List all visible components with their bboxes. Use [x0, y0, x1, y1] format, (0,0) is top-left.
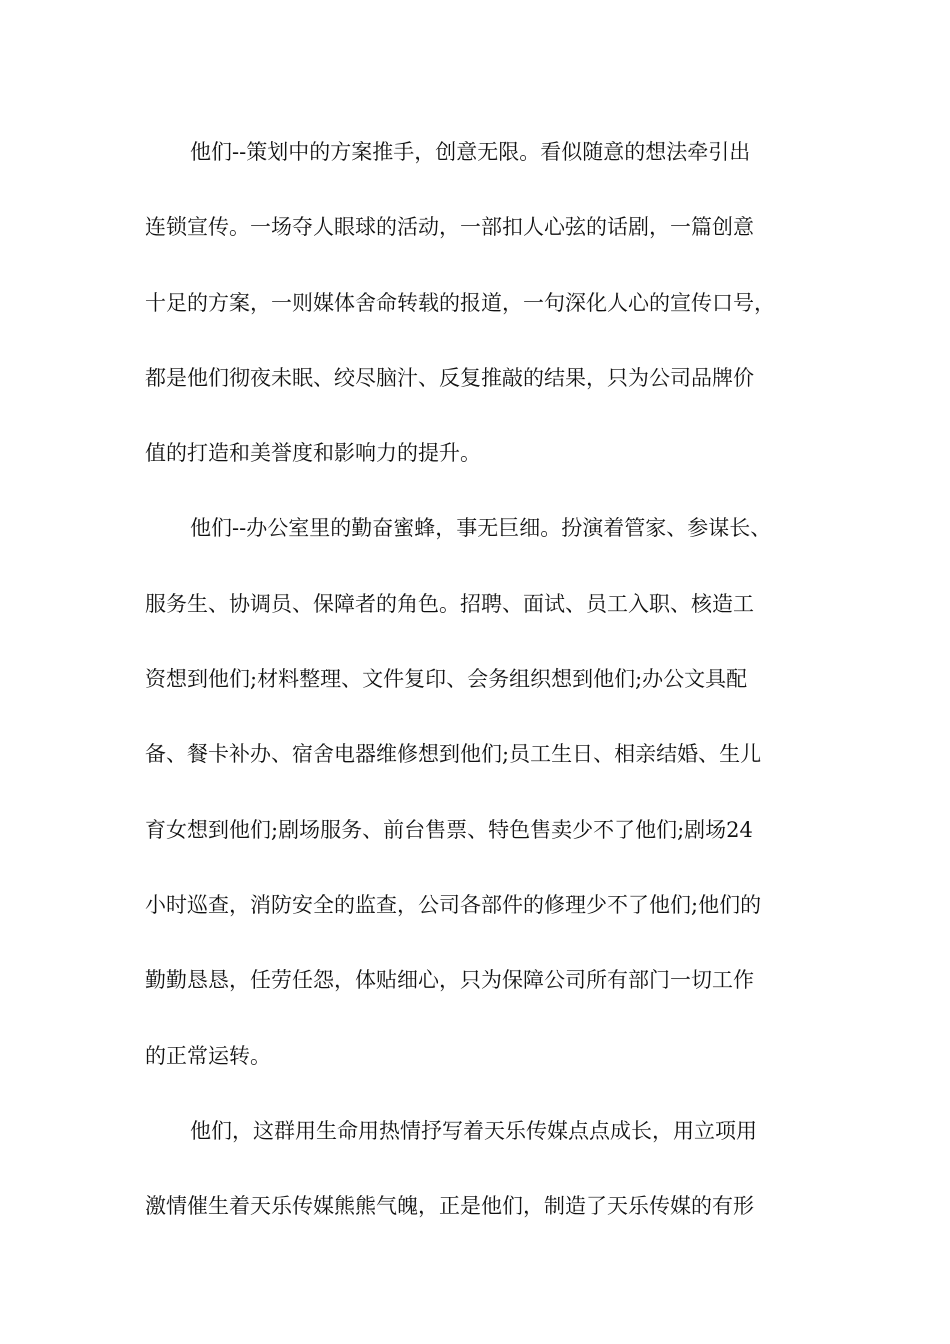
text-line: 他们，这群用生命用热情抒写着天乐传媒点点成长，用立项用: [190, 1118, 757, 1143]
text-line: 资想到他们;材料整理、文件复印、会务组织想到他们;办公文具配: [145, 667, 748, 692]
text-line: 十足的方案，一则媒体舍命转载的报道，一句深化人心的宣传口号，: [145, 290, 775, 315]
text-line: 的正常运转。: [145, 1043, 271, 1068]
text-line: 小时巡查，消防安全的监查，公司各部件的修理少不了他们;他们的: [145, 892, 762, 917]
text-line: 激情催生着天乐传媒熊熊气魄，正是他们，制造了天乐传媒的有形: [145, 1194, 754, 1219]
text-line: 都是他们彻夜未眠、绞尽脑汁、反复推敲的结果，只为公司品牌价: [145, 365, 754, 390]
text-line: 备、餐卡补办、宿舍电器维修想到他们;员工生日、相亲结婚、生儿: [145, 742, 762, 767]
text-line: 他们--办公室里的勤奋蜜蜂，事无巨细。扮演着管家、参谋长、: [190, 516, 772, 541]
document-body: [145, 128, 825, 1257]
text-line: 连锁宣传。一场夺人眼球的活动，一部扣人心弦的话剧，一篇创意: [145, 215, 754, 240]
text-line: 他们--策划中的方案推手，创意无限。看似随意的想法牵引出: [190, 140, 751, 164]
text-line: 服务生、协调员、保障者的角色。招聘、面试、员工入职、核造工: [145, 591, 754, 616]
text-line: 勤勤恳恳，任劳任怨，体贴细心，只为保障公司所有部门一切工作: [145, 968, 754, 993]
text-line: 值的打造和美誉度和影响力的提升。: [145, 441, 481, 466]
text-line: 育女想到他们;剧场服务、前台售票、特色售卖少不了他们;剧场24: [145, 817, 753, 842]
